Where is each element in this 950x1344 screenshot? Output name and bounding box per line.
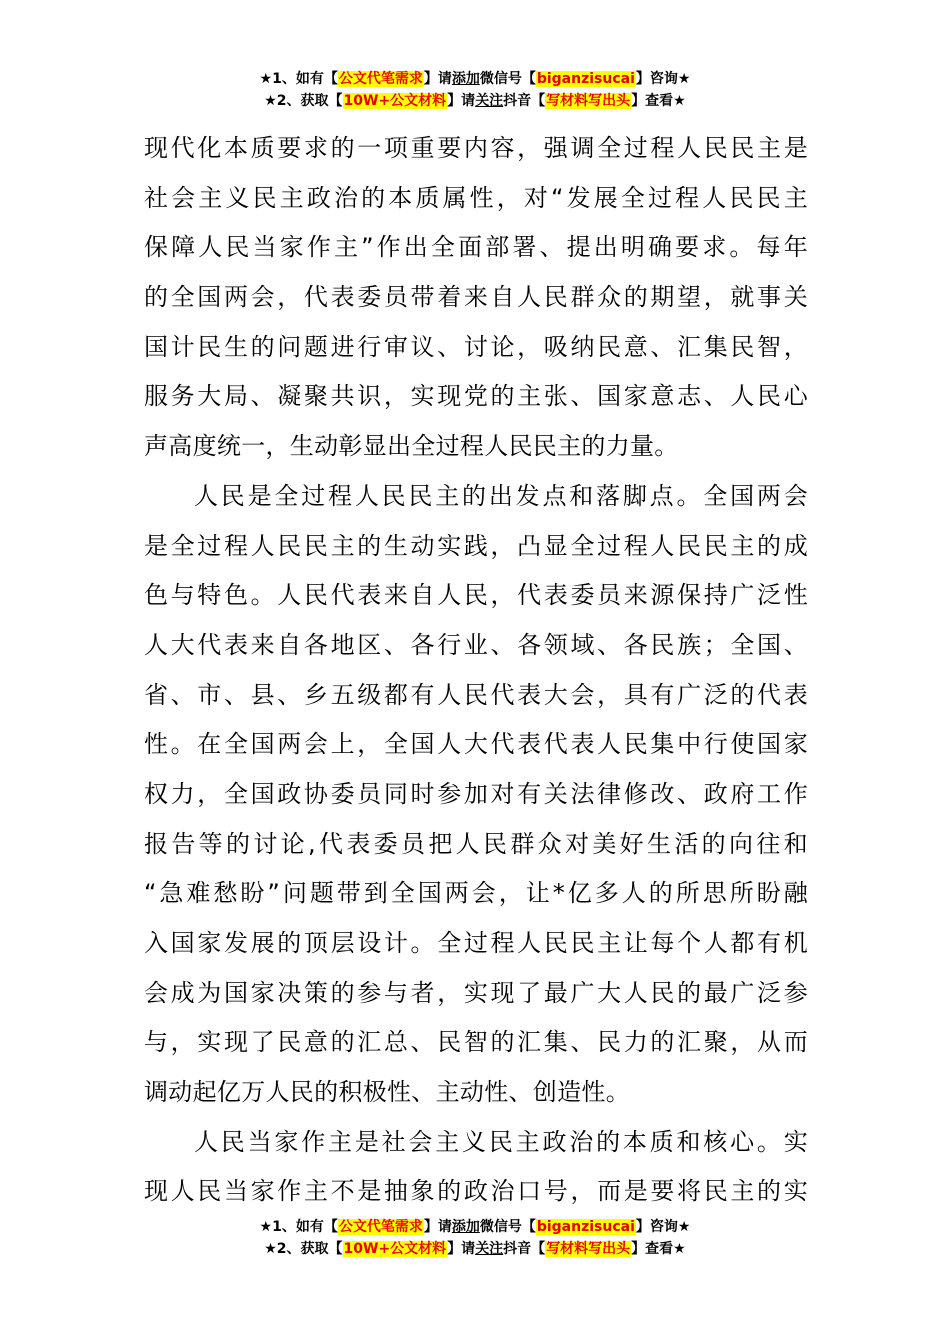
- text-line: 性。在全国两会上，全国人大代表代表人民集中行使国家: [144, 730, 808, 759]
- text-line: 是全过程人民民主的生动实践，凸显全过程人民民主的成: [144, 531, 808, 560]
- footer-banner: [0, 1216, 950, 1260]
- banner-underline: 关注: [475, 1241, 504, 1257]
- paragraph-start: 人民是全过程人民民主的出发点和落脚点。全国两会: [194, 481, 808, 510]
- banner-highlight: 10W+公文材料: [343, 93, 447, 109]
- banner-text: 】请: [423, 71, 452, 87]
- text-line: 现代化本质要求的一项重要内容，强调全过程人民民主是: [144, 134, 808, 162]
- banner-text: ★1、如有【: [259, 1219, 338, 1235]
- text-line: “急难愁盼”问题带到全国两会，让*亿多人的所思所盼融: [144, 879, 808, 908]
- banner-line-2: [0, 1238, 950, 1260]
- banner-text: 抖音【: [503, 93, 546, 109]
- text-line: 社会主义民主政治的本质属性，对“发展全过程人民民主: [144, 183, 808, 212]
- banner-highlight: 公文代笔需求: [338, 1219, 423, 1235]
- banner-text: 微信号【: [479, 1219, 536, 1235]
- banner-text: 】查看★: [631, 1241, 686, 1257]
- text-line: 人大代表来自各地区、各行业、各领域、各民族；全国、: [144, 630, 808, 659]
- text-line: 调动起亿万人民的积极性、主动性、创造性。: [144, 1078, 630, 1107]
- banner-underline: 添加: [451, 1219, 480, 1235]
- text-line: 声高度统一，生动彰显出全过程人民民主的力量。: [144, 432, 679, 461]
- text-line: 报告等的讨论,代表委员把人民群众对美好生活的向往和: [144, 829, 808, 858]
- text-line: 色与特色。人民代表来自人民，代表委员来源保持广泛性: [144, 581, 808, 610]
- banner-line-1: [0, 1216, 950, 1238]
- banner-text: 】请: [423, 1219, 452, 1235]
- banner-wechat-id: biganzisucai: [536, 71, 635, 87]
- text-line: 与，实现了民意的汇总、民智的汇集、民力的汇聚，从而: [144, 1028, 808, 1057]
- banner-text: ★2、获取【: [264, 93, 343, 109]
- banner-text: ★2、获取【: [264, 1241, 343, 1257]
- banner-highlight: 公文代笔需求: [338, 71, 423, 87]
- text-line: 入国家发展的顶层设计。全过程人民民主让每个人都有机: [144, 929, 808, 957]
- banner-douyin-id: 写材料写出头: [546, 1241, 631, 1257]
- banner-text: 】请: [447, 1241, 476, 1257]
- text-line: 服务大局、凝聚共识，实现党的主张、国家意志、人民心: [144, 382, 808, 411]
- banner-text: 】咨询★: [635, 71, 691, 87]
- banner-underline: 关注: [475, 93, 504, 109]
- banner-highlight: 10W+公文材料: [343, 1241, 447, 1257]
- banner-wechat-id: biganzisucai: [536, 1219, 635, 1235]
- banner-line-2: [0, 90, 950, 112]
- text-line: 国计民生的问题进行审议、讨论，吸纳民意、汇集民智，: [144, 332, 808, 361]
- banner-text: 微信号【: [479, 71, 536, 87]
- text-line: 保障人民当家作主”作出全面部署、提出明确要求。每年: [144, 233, 808, 262]
- banner-text: ★1、如有【: [259, 71, 338, 87]
- banner-text: 】咨询★: [635, 1219, 691, 1235]
- document-body: [144, 124, 808, 1217]
- header-banner: [0, 68, 950, 112]
- banner-underline: 添加: [451, 71, 480, 87]
- paragraph-start: 人民当家作主是社会主义民主政治的本质和核心。实: [194, 1127, 808, 1156]
- banner-text: 】请: [447, 93, 476, 109]
- text-line: 会成为国家决策的参与者，实现了最广大人民的最广泛参: [144, 978, 808, 1007]
- text-line: 省、市、县、乡五级都有人民代表大会，具有广泛的代表: [144, 680, 808, 709]
- banner-line-1: [0, 68, 950, 90]
- text-line: 权力，全国政协委员同时参加对有关法律修改、政府工作: [144, 779, 808, 808]
- banner-text: 抖音【: [503, 1241, 546, 1257]
- banner-text: 】查看★: [631, 93, 686, 109]
- banner-douyin-id: 写材料写出头: [546, 93, 631, 109]
- text-line: 现人民当家作主不是抽象的政治口号，而是要将民主的实: [144, 1177, 808, 1206]
- text-line: 的全国两会，代表委员带着来自人民群众的期望，就事关: [144, 283, 808, 312]
